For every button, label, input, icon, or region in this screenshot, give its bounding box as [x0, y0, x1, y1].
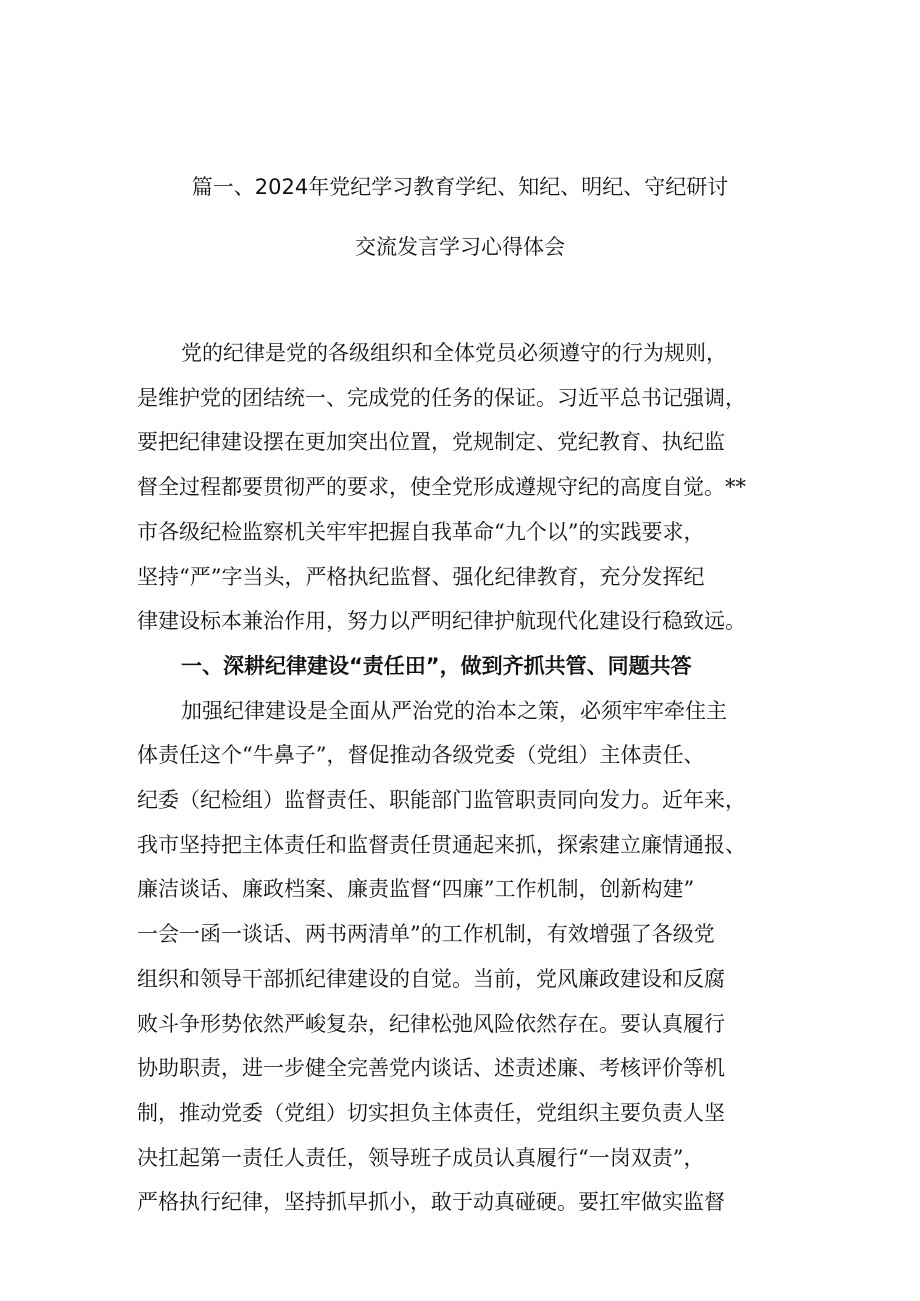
document-title-line-2: 交流发言学习心得体会	[355, 235, 565, 259]
paragraph-line: 廉洁谈话、廉政档案、廉责监督“四廉”工作机制，创新构建”	[137, 877, 695, 902]
document-title-line-1: 篇一、2024年党纪学习教育学纪、知纪、明纪、守纪研讨	[191, 175, 729, 199]
paragraph-line: 律建设标本兼治作用，努力以严明纪律护航现代化建设行稳致远。	[137, 609, 746, 634]
paragraph-line: 坚持“严”字当头，严格执纪监督、强化纪律教育，充分发挥纪	[137, 564, 705, 589]
paragraph-2	[137, 689, 797, 1225]
paragraph-line: 严格执行纪律，坚持抓早抓小，敢于动真碰硬。要扛牢做实监督	[137, 1190, 725, 1215]
section-heading-1: 一、深耕纪律建设“责任田”，做到齐抓共管、同题共答	[181, 653, 692, 678]
paragraph-1	[137, 331, 797, 644]
paragraph-line: 加强纪律建设是全面从严治党的治本之策，必须牢牢牵住主	[181, 698, 727, 723]
paragraph-line: 我市坚持把主体责任和监督责任贯通起来抓，探索建立廉情通报、	[137, 832, 746, 857]
paragraph-line: 要把纪律建设摆在更加突出位置，党规制定、党纪教育、执纪监	[137, 430, 725, 455]
paragraph-line: 是维护党的团结统一、完成党的任务的保证。习近平总书记强调，	[137, 385, 746, 410]
paragraph-line: 体责任这个“牛鼻子”，督促推动各级党委（党组）主体责任、	[137, 743, 705, 768]
paragraph-line: 党的纪律是党的各级组织和全体党员必须遵守的行为规则，	[181, 341, 727, 365]
paragraph-line: 市各级纪检监察机关牢牢把握自我革命“九个以”的实践要求，	[137, 519, 705, 544]
paragraph-line: 纪委（纪检组）监督责任、职能部门监管职责同向发力。近年来，	[137, 788, 746, 813]
paragraph-line: 决扛起第一责任人责任，领导班子成员认真履行“一岗双责”，	[137, 1145, 705, 1170]
document-body	[137, 331, 797, 1225]
paragraph-line: 协助职责，进一步健全完善党内谈话、述责述廉、考核评价等机	[137, 1056, 725, 1081]
paragraph-line: 制，推动党委（党组）切实担负主体责任，党组织主要负责人坚	[137, 1100, 725, 1125]
paragraph-line: 败斗争形势依然严峻复杂，纪律松弛风险依然存在。要认真履行	[137, 1011, 725, 1036]
paragraph-line: 一会一函一谈话、两书两清单”的工作机制，有效增强了各级党	[137, 922, 715, 947]
paragraph-line: 组织和领导干部抓纪律建设的自觉。当前，党风廉政建设和反腐	[137, 966, 725, 991]
paragraph-line: 督全过程都要贯彻严的要求，使全党形成遵规守纪的高度自觉。**	[137, 475, 746, 500]
